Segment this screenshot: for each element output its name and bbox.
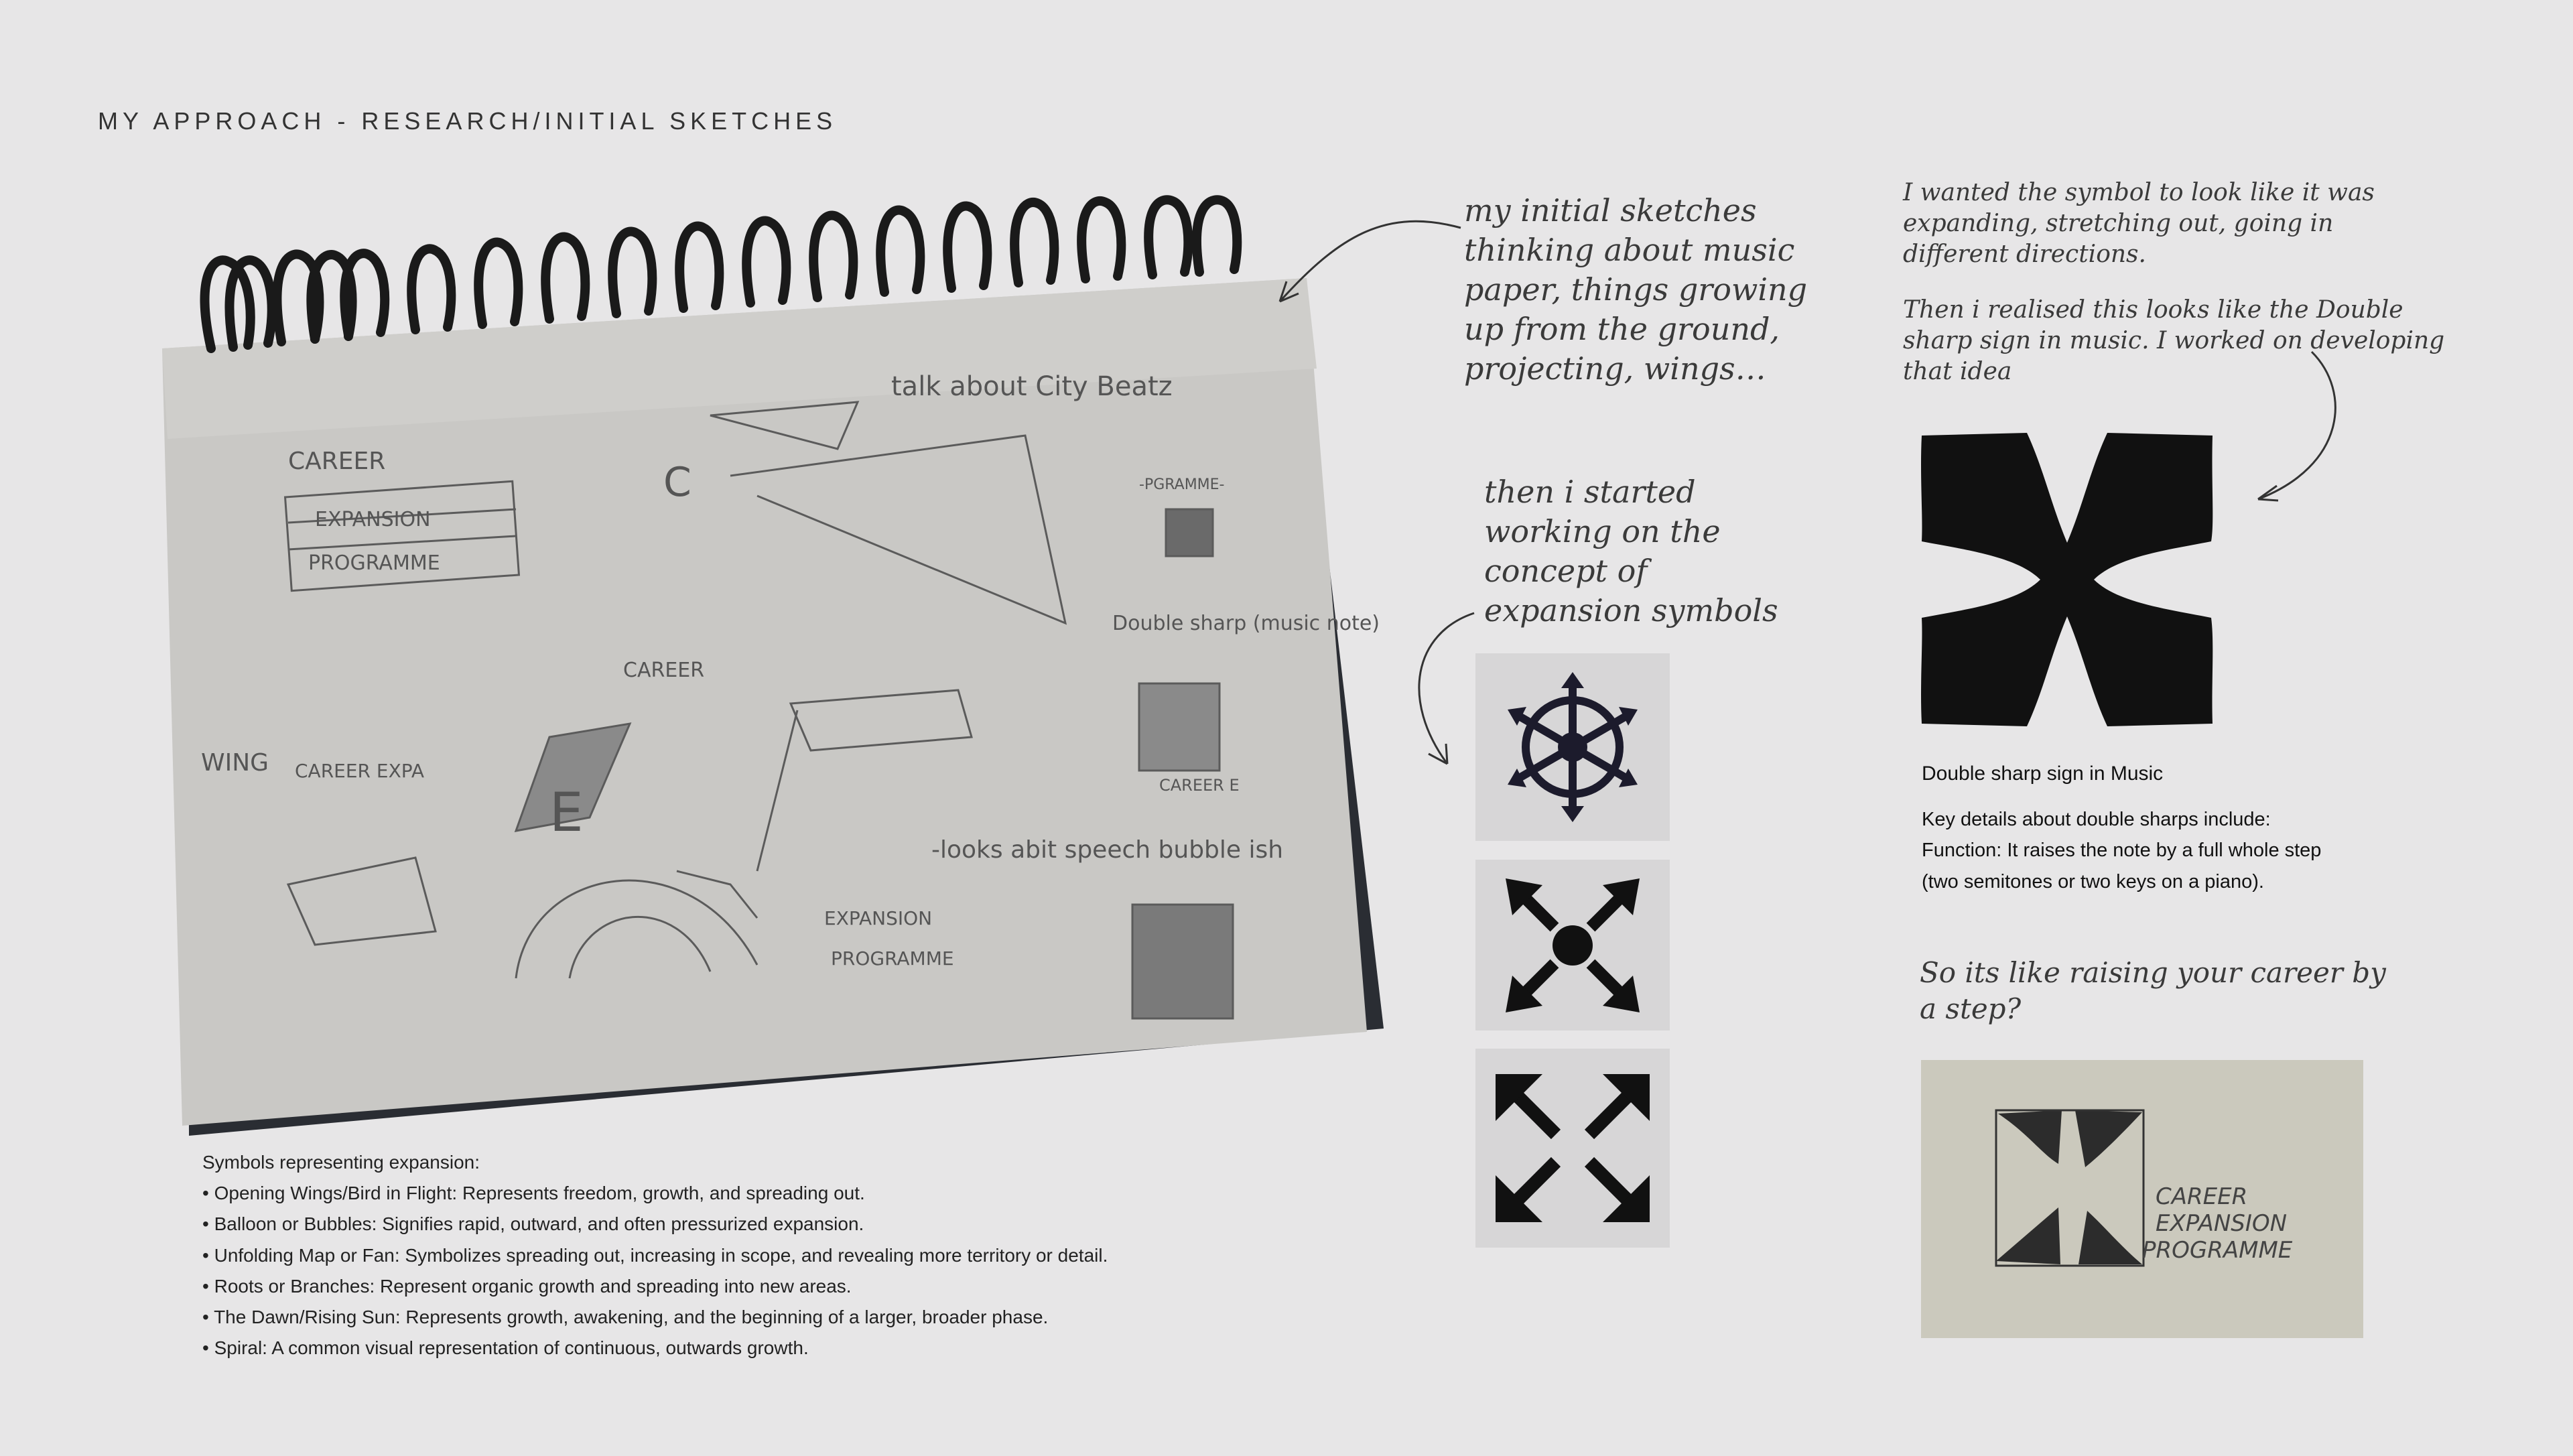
- photo-label-programme: PROGRAMME: [2142, 1237, 2293, 1264]
- expand-dot-icon: [1475, 860, 1670, 1031]
- tile-four-arrows-icon: [1475, 1049, 1670, 1248]
- key-details-line: Key details about double sharps include:: [1922, 809, 2271, 830]
- sketch-label-career-2: CAREER: [623, 659, 705, 682]
- photo-label-expansion: EXPANSION: [2156, 1210, 2288, 1237]
- key-details-line: (two semitones or two keys on a piano).: [1922, 870, 2264, 892]
- sketch-label-talk-about: talk about City Beatz: [891, 371, 1173, 402]
- arrow-to-icons: [1387, 606, 1481, 771]
- symbols-list-item: • The Dawn/Rising Sun: Represents growth, awakening, and the beginning of a larger, broader phase.: [202, 1302, 1308, 1333]
- page-title: MY APPROACH - RESEARCH/INITIAL SKETCHES: [98, 107, 838, 135]
- career-expansion-sketch-photo: [1921, 1060, 2363, 1338]
- photo-label-career: CAREER: [2156, 1183, 2248, 1210]
- wheel-arrows-icon: [1475, 653, 1670, 841]
- symbols-list-item: • Opening Wings/Bird in Flight: Represents freedom, growth, and spreading out.: [202, 1178, 1308, 1209]
- sketch-label-double-sharp: Double sharp (music note): [1112, 612, 1380, 635]
- sketch-label-career-expa: CAREER EXPA: [295, 760, 425, 782]
- symbols-list-item: • Unfolding Map or Fan: Symbolizes spreading out, increasing in scope, and revealing more territory or detail.: [202, 1240, 1308, 1271]
- double-sharp-icon: [1916, 429, 2218, 730]
- sketch-label-career: CAREER: [288, 448, 386, 475]
- double-sharp-key-details: [1922, 804, 2431, 897]
- sketch-letter-e: E: [549, 781, 584, 844]
- note-initial-sketches: my initial sketches thinking about music paper, things growing up from the ground, projecting, wings…: [1464, 192, 1808, 387]
- sketch-label-career-e: CAREER E: [1159, 776, 1240, 795]
- tile-wheel-icon: [1475, 653, 1670, 841]
- notebook-sketch-photo: [154, 194, 1394, 1146]
- symbols-list-item: • Balloon or Bubbles: Signifies rapid, outward, and often pressurized expansion.: [202, 1209, 1308, 1240]
- sketch-label-speech-bubble: -looks abit speech bubble ish: [931, 836, 1284, 864]
- sketch-label-wing: WING: [201, 749, 269, 777]
- symbols-heading: Symbols representing expansion:: [202, 1152, 480, 1173]
- note-raising-career-question: So its like raising your career by a step?: [1920, 956, 2386, 1025]
- symbols-list: [202, 1147, 1308, 1364]
- note-double-sharp-idea: Then i realised this looks like the Double sharp sign in music. I worked on developing that idea: [1903, 296, 2445, 386]
- four-arrows-icon: [1475, 1049, 1670, 1248]
- sketch-label-programme-2: PROGRAMME: [831, 947, 954, 970]
- key-details-line: Function: It raises the note by a full whole step: [1922, 840, 2322, 862]
- sketch-label-expansion-2: EXPANSION: [824, 907, 933, 929]
- note-expanding-symbol: I wanted the symbol to look like it was expanding, stretching out, going in different directions.: [1903, 179, 2375, 269]
- double-sharp-caption-title: Double sharp sign in Music: [1922, 763, 2164, 785]
- sketch-label-pgrame: -PGRAMME-: [1139, 476, 1225, 493]
- sketch-letter-c: C: [663, 459, 691, 506]
- sketch-label-expansion: EXPANSION: [315, 508, 431, 531]
- sketch-label-programme: PROGRAMME: [308, 551, 440, 575]
- symbols-list-item: • Spiral: A common visual representation of continuous, outwards growth.: [202, 1333, 1308, 1364]
- note-expansion-concept: then i started working on the concept of expansion symbols: [1484, 474, 1778, 628]
- tile-expand-dot-icon: [1475, 860, 1670, 1031]
- symbols-list-item: • Roots or Branches: Represent organic growth and spreading into new areas.: [202, 1271, 1308, 1302]
